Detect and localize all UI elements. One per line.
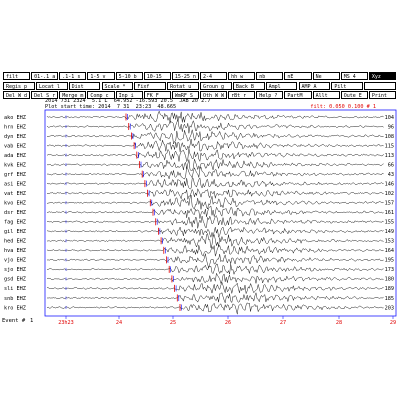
time-tick-label: 25 (169, 320, 177, 326)
waveform-trace (47, 159, 384, 171)
station-label: hed EHZ (4, 238, 26, 245)
toolbar-button[interactable]: 01-.1 a (31, 72, 58, 80)
station-label: gsd EHZ (4, 276, 26, 283)
toolbar-button[interactable]: Print (369, 91, 396, 99)
station-label: gil EHZ (4, 229, 26, 236)
toolbar-button[interactable]: AMP A (299, 82, 331, 90)
time-tick-label: 23h23 (58, 320, 74, 326)
waveform-trace (47, 149, 384, 162)
station-label: hrn EHZ (4, 124, 26, 131)
toolbar-button[interactable]: Dist (69, 82, 101, 90)
plot-start-time: Plot start time: 2014 7 31 23:23 48.665 (45, 103, 177, 110)
waveform-trace (47, 233, 384, 247)
station-label: kro EHZ (4, 305, 26, 312)
distance-label: 185 (384, 295, 394, 302)
station-label: vab EHZ (4, 143, 26, 150)
event-info-line: 2014 731 2324 5.1 L 64.952 -16.593 20.5 JAB 20 2.7 (45, 98, 211, 104)
waveform-trace (47, 273, 384, 283)
toolbar-button[interactable]: Ampl (266, 82, 298, 90)
station-label: vjo EHZ (4, 257, 26, 264)
toolbar-button[interactable]: hh w (228, 72, 255, 80)
toolbar-button[interactable]: Locat l (36, 82, 68, 90)
distance-label: 173 (384, 267, 394, 274)
toolbar-button[interactable]: FK F (144, 91, 171, 99)
distance-label: 108 (384, 133, 394, 140)
toolbar-button[interactable]: Oute E (341, 91, 368, 99)
distance-label: 180 (384, 276, 394, 283)
toolbar-button[interactable]: Back B (233, 82, 265, 90)
distance-label: 203 (384, 305, 394, 312)
toolbar-button[interactable]: rBt r (228, 91, 255, 99)
waveform-trace (47, 303, 384, 314)
filter-text: filt: 0.050 0.100 # 1 (310, 104, 376, 110)
toolbar-button[interactable]: nE (284, 72, 311, 80)
toolbar-button[interactable]: Inp i (116, 91, 143, 99)
station-label: kvk EHZ (4, 162, 26, 169)
distance-label: 146 (384, 181, 394, 188)
station-label: hva EHZ (4, 248, 26, 255)
toolbar-button[interactable]: Oth W W (200, 91, 227, 99)
station-label: snb EHZ (4, 295, 26, 302)
station-label: dsr EHZ (4, 210, 26, 217)
toolbar-button[interactable]: Del W d (3, 91, 30, 99)
waveform-trace (47, 130, 384, 144)
toolbar-button[interactable]: Regis p (3, 82, 35, 90)
distance-label: 113 (384, 152, 394, 159)
toolbar-button[interactable]: filt (3, 72, 30, 80)
distance-label: 102 (384, 190, 394, 197)
event-number: 1 (30, 318, 34, 324)
toolbar-button[interactable]: Fixf (134, 82, 166, 90)
waveform-trace (47, 264, 384, 274)
distance-label: 157 (384, 200, 394, 207)
waveform-trace (47, 167, 384, 179)
toolbar-button[interactable]: 10-15 (144, 72, 171, 80)
distance-label: 43 (387, 171, 394, 178)
waveform-trace (47, 293, 384, 303)
time-tick-label: 24 (115, 320, 123, 326)
time-tick-label: 29 (389, 320, 397, 326)
time-tick-label: 26 (224, 320, 232, 326)
toolbar-button[interactable]: Ne (313, 72, 340, 80)
waveform-trace (47, 178, 384, 189)
station-label: ada EHZ (4, 152, 26, 159)
station-label: ako EHZ (4, 114, 26, 121)
toolbar-button[interactable]: WmRF S (172, 91, 199, 99)
toolbar-button[interactable]: Rotat u (167, 82, 199, 90)
toolbar-button[interactable]: nb (256, 72, 283, 80)
station-label: sli EHZ (4, 286, 26, 293)
toolbar-button[interactable]: Comp c (87, 91, 114, 99)
distance-label: 104 (384, 114, 394, 121)
toolbar-button[interactable]: 5-10 b (116, 72, 143, 80)
waveform-trace (47, 282, 384, 293)
toolbar-button[interactable]: PartM (284, 91, 311, 99)
distance-label: 195 (384, 257, 394, 264)
distance-label: 164 (384, 248, 394, 255)
toolbar-button[interactable]: Allt (313, 91, 340, 99)
waveform-trace (47, 189, 384, 200)
station-label: grf EHZ (4, 171, 26, 178)
distance-label: 161 (384, 210, 394, 217)
toolbar-button[interactable]: Merge m (59, 91, 86, 99)
waveform-trace (47, 216, 384, 229)
toolbar-button[interactable]: MS 4 (341, 72, 368, 80)
station-label: kvo EHZ (4, 200, 26, 207)
event-label: Event # (2, 318, 26, 324)
toolbar-button[interactable]: 2-4 (200, 72, 227, 80)
distance-label: 155 (384, 219, 394, 226)
station-label: dyn EHZ (4, 133, 26, 140)
time-tick-label: 28 (335, 320, 343, 326)
waveform-trace (47, 227, 384, 237)
toolbar-button[interactable]: Pilt (331, 82, 363, 90)
station-label: fag EHZ (4, 219, 26, 226)
toolbar-button[interactable]: Scale * (102, 82, 134, 90)
distance-label: 115 (384, 143, 394, 150)
waveform-trace (47, 119, 384, 133)
distance-label: 149 (384, 229, 394, 236)
time-tick-label: 27 (279, 320, 287, 326)
distance-label: 96 (387, 124, 394, 131)
toolbar-button[interactable]: Xyz (369, 72, 396, 80)
station-label: sjo EHZ (4, 267, 26, 274)
waveform-trace (47, 111, 384, 123)
toolbar-button[interactable]: Groun g (200, 82, 232, 90)
toolbar-button[interactable]: 1-5 v (87, 72, 114, 80)
toolbar-button[interactable]: Del S r (31, 91, 58, 99)
distance-label: 153 (384, 238, 394, 245)
station-label: vat EHZ (4, 190, 26, 197)
station-label: asi EHZ (4, 181, 26, 188)
distance-label: 189 (384, 286, 394, 293)
toolbar-button[interactable]: Help ? (256, 91, 283, 99)
distance-label: 66 (387, 162, 394, 169)
toolbar-button[interactable]: 15-25 n (172, 72, 199, 80)
toolbar-button[interactable]: .1-1 s (59, 72, 86, 80)
waveform-trace (47, 245, 384, 256)
waveform-trace (47, 139, 384, 152)
